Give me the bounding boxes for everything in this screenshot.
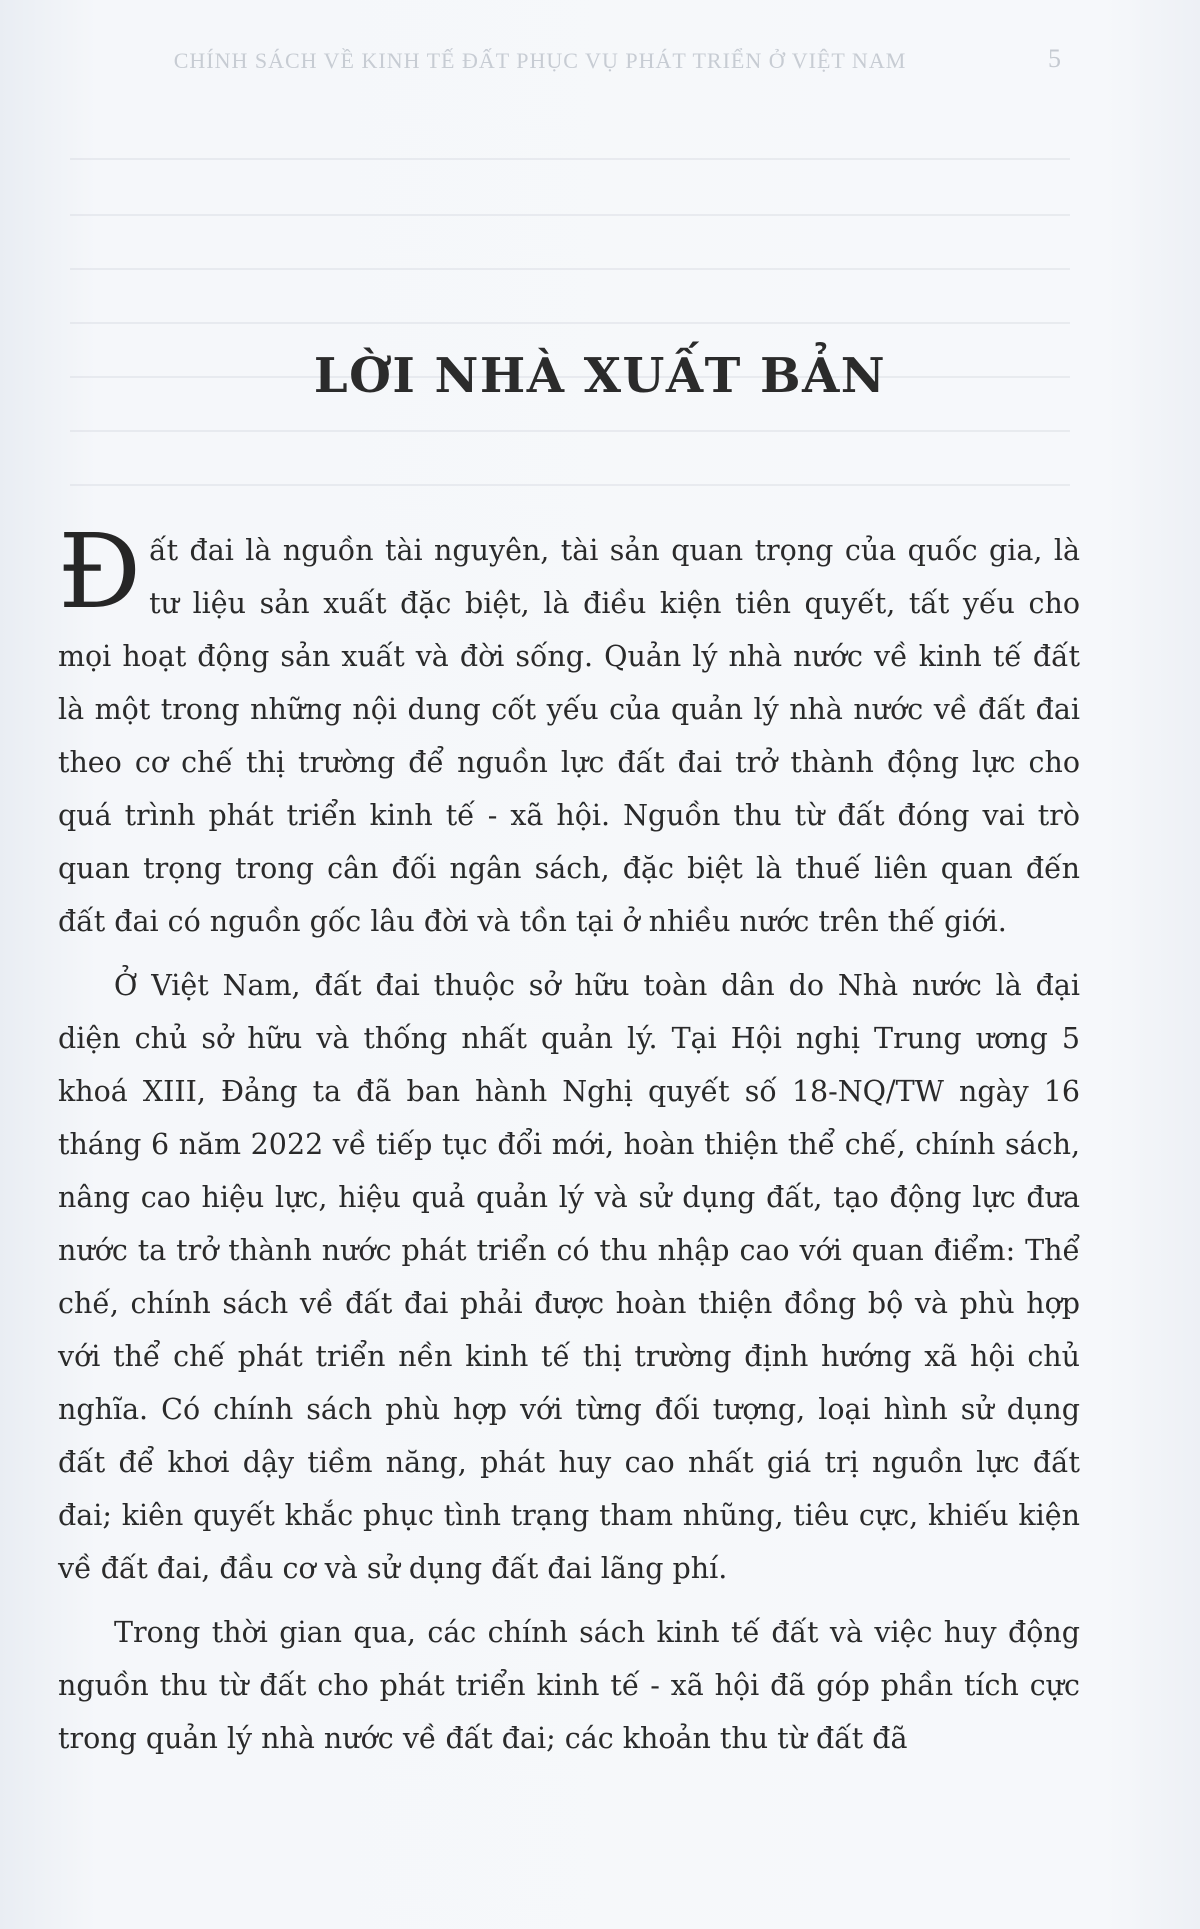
- paragraph-3: Trong thời gian qua, các chính sách kinh tế đất và việc huy động nguồn thu từ đất cho phát triển kinh tế - xã hội đã góp phần tích cực trong quản lý nhà nước về đất đai; các khoản thu từ đất đã: [58, 1616, 1080, 1755]
- page-number: 5: [1048, 44, 1061, 73]
- bleed-through-line: [70, 158, 1070, 160]
- bleed-through-line: [70, 322, 1070, 324]
- bleed-through-line: [70, 484, 1070, 486]
- running-header: CHÍNH SÁCH VỀ KINH TẾ ĐẤT PHỤC VỤ PHÁT TRIỂN Ở VIỆT NAM: [173, 48, 907, 73]
- bleed-through-line: [70, 430, 1070, 432]
- paragraph-1-text: ất đai là nguồn tài nguyên, tài sản quan trọng của quốc gia, là tư liệu sản xuất đặc biệt, là điều kiện tiên quyết, tất yếu cho mọi hoạt động sản xuất và đời sống. Quản lý nhà nước về kinh tế đất là một trong những nội dung cốt yếu của quản lý nhà nước về đất đai theo cơ chế thị trường để nguồn lực đất đai trở thành động lực cho quá trình phát triển kinh tế - xã hội. Nguồn thu từ đất đóng vai trò quan trọng trong cân đối ngân sách, đặc biệt là thuế liên quan đến đất đai có nguồn gốc lâu đời và tồn tại ở nhiều nước trên thế giới.: [58, 534, 1080, 938]
- bleed-through-line: [70, 214, 1070, 216]
- drop-cap: Đ: [58, 512, 142, 632]
- paragraph-1: [58, 512, 1080, 948]
- paragraph-2: Ở Việt Nam, đất đai thuộc sở hữu toàn dân do Nhà nước là đại diện chủ sở hữu và thống nhất quản lý. Tại Hội nghị Trung ương 5 khoá XIII, Đảng ta đã ban hành Nghị quyết số 18-NQ/TW ngày 16 tháng 6 năm 2022 về tiếp tục đổi mới, hoàn thiện thể chế, chính sách, nâng cao hiệu lực, hiệu quả quản lý và sử dụng đất, tạo động lực đưa nước ta trở thành nước phát triển có thu nhập cao với quan điểm: Thể chế, chính sách về đất đai phải được hoàn thiện đồng bộ và phù hợp với thể chế phát triển nền kinh tế thị trường định hướng xã hội chủ nghĩa. Có chính sách phù hợp với từng đối tượng, loại hình sử dụng đất để khơi dậy tiềm năng, phát huy cao nhất giá trị nguồn lực đất đai; kiên quyết khắc phục tình trạng tham nhũng, tiêu cực, khiếu kiện về đất đai, đầu cơ và sử dụng đất đai lãng phí.: [58, 969, 1080, 1585]
- page-title: LỜI NHÀ XUẤT BẢN: [313, 348, 887, 404]
- body-text: [58, 512, 1080, 1765]
- bleed-through-line: [70, 268, 1070, 270]
